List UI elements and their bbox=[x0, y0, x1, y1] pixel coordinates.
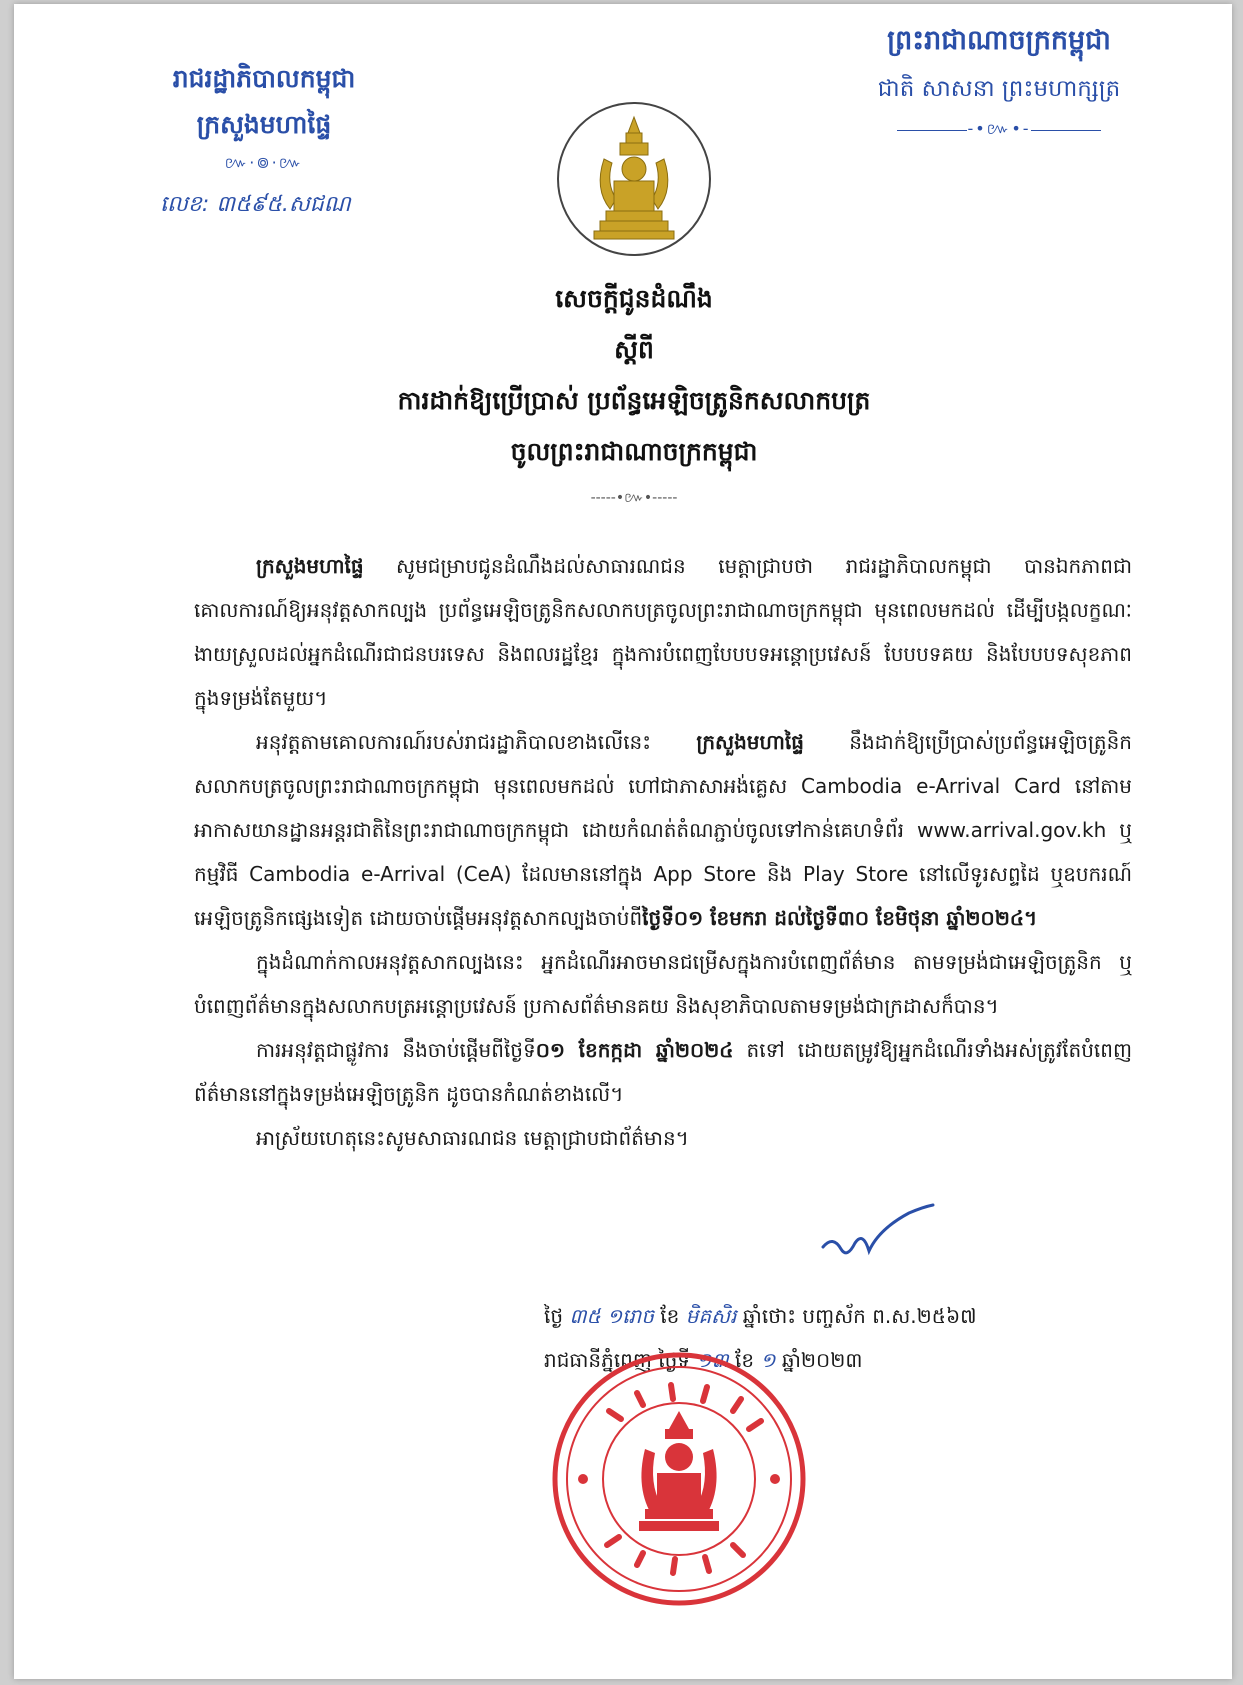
document-body bbox=[194, 544, 1132, 1160]
title-line-4: ចូលព្រះរាជាណាចក្រកម្ពុជា bbox=[510, 437, 758, 466]
paragraph-5: អាស្រ័យហេតុនេះសូមសាធារណជន មេត្តាជ្រាបជាព័ត៌មាន។ bbox=[256, 1126, 689, 1150]
reference-number: លេខ: ៣៥៩៥.សជណ bbox=[160, 192, 351, 217]
ministry-seal-icon bbox=[549, 1349, 809, 1609]
paragraph-2: អនុវត្តតាមគោលការណ៍របស់រាជរដ្ឋាភិបាលខាងលើនេះ ក្រសួងមហាផ្ទៃ នឹងដាក់ឱ្យប្រើប្រាស់ប្រព័ន្ធអេឡិចត្រូនិកសលាកបត្រចូលព្រះរាជាណាចក្រកម្ពុជា មុនពេលមកដល់ ហៅជាភាសាអង់គ្លេស Cambodia e-Arrival Card នៅតាមអាកាសយានដ្ឋានអន្តរជាតិនៃព្រះរាជាណាចក្រកម្ពុជា ដោយកំណត់តំណភ្ជាប់ចូលទៅកាន់គេហទំព័រ www.arrival.gov.kh ឬ កម្មវិធី Cambodia e-Arrival (CeA) ដែលមាននៅក្នុង App Store និង Play Store នៅលើទូរសព្ទដៃ ឬឧបករណ៍អេឡិចត្រូនិកផ្សេងទៀត ដោយចាប់ផ្តើមអនុវត្តសាកល្បងចាប់ពីថ្ងៃទី០១ ខែមករា ដល់ថ្ងៃទី៣០ ខែមិថុនា ឆ្នាំ២០២៤។ bbox=[194, 730, 1132, 930]
paragraph-1: ក្រសួងមហាផ្ទៃ សូមជម្រាបជូនដំណឹងដល់សាធារណជន មេត្តាជ្រាបថា រាជរដ្ឋាភិបាលកម្ពុជា បានឯកភាពជាគោលការណ៍ឱ្យអនុវត្តសាកល្បង ប្រព័ន្ធអេឡិចត្រូនិកសលាកបត្រចូលព្រះរាជាណាចក្រកម្ពុជា មុនពេលមកដល់ ដើម្បីបង្កលក្ខណៈងាយស្រួលដល់អ្នកដំណើរជាជនបរទេស និងពលរដ្ឋខ្មែរ ក្នុងការបំពេញបែបបទអន្តោប្រវេសន៍ បែបបទគយ និងបែបបទសុខភាព ក្នុងទម្រង់តែមួយ។ bbox=[194, 554, 1132, 710]
signature-icon bbox=[819, 1199, 939, 1269]
document-title bbox=[194, 284, 1074, 524]
header-right-ornament: -•៚•- bbox=[854, 118, 1144, 142]
header-left-ornament: ៚·៙·៚ bbox=[224, 153, 304, 172]
ministry-name: ក្រសួងមហាផ្ទៃ bbox=[196, 110, 332, 139]
national-motto: ជាតិ សាសនា ព្រះមហាក្សត្រ bbox=[877, 76, 1121, 102]
document-page bbox=[14, 4, 1232, 1679]
header-left bbox=[114, 64, 414, 176]
title-line-3: ការដាក់ឱ្យប្រើប្រាស់ ប្រព័ន្ធអេឡិចត្រូនិកសលាកបត្រ bbox=[397, 386, 871, 415]
paragraph-4: ការអនុវត្តជាផ្លូវការ នឹងចាប់ផ្តើមពីថ្ងៃទី០១ ខែកក្កដា ឆ្នាំ២០២៤ តទៅ ដោយតម្រូវឱ្យអ្នកដំណើរទាំងអស់ត្រូវតែបំពេញព័ត៌មាននៅក្នុងទម្រង់អេឡិចត្រូនិក ដូចបានកំណត់ខាងលើ។ bbox=[194, 1038, 1132, 1106]
kingdom-name: ព្រះរាជាណាចក្រកម្ពុជា bbox=[887, 25, 1111, 56]
title-line-2: ស្តីពី bbox=[614, 335, 654, 364]
header-right bbox=[854, 24, 1144, 142]
government-name: រាជរដ្ឋាភិបាលកម្ពុជា bbox=[172, 64, 356, 93]
royal-emblem-icon bbox=[554, 99, 714, 259]
lunar-date-line: ថ្ងៃ ៣៥ ១រោច ខែ មិគសិរ ឆ្នាំថោះ បញ្ចស័ក ព.ស.២៥៦៧ bbox=[544, 1304, 977, 1328]
paragraph-3: ក្នុងដំណាក់កាលអនុវត្តសាកល្បងនេះ អ្នកដំណើរអាចមានជម្រើសក្នុងការបំពេញព័ត៌មាន តាមទម្រង់ជាអេឡិចត្រូនិក ឬ បំពេញព័ត៌មានក្នុងសលាកបត្រអន្តោប្រវេសន៍ ប្រកាសព័ត៌មានគយ និងសុខាភិបាលតាមទម្រង់ជាក្រដាសក៏បាន។ bbox=[194, 950, 1132, 1018]
title-line-1: សេចក្តីជូនដំណឹង bbox=[555, 284, 713, 313]
solar-date-line: រាជធានីភ្នំពេញ ថ្ងៃទី ១៣ ខែ ១ ឆ្នាំ២០២៣ bbox=[544, 1348, 863, 1372]
title-ornament: -----•៚•----- bbox=[590, 490, 678, 506]
